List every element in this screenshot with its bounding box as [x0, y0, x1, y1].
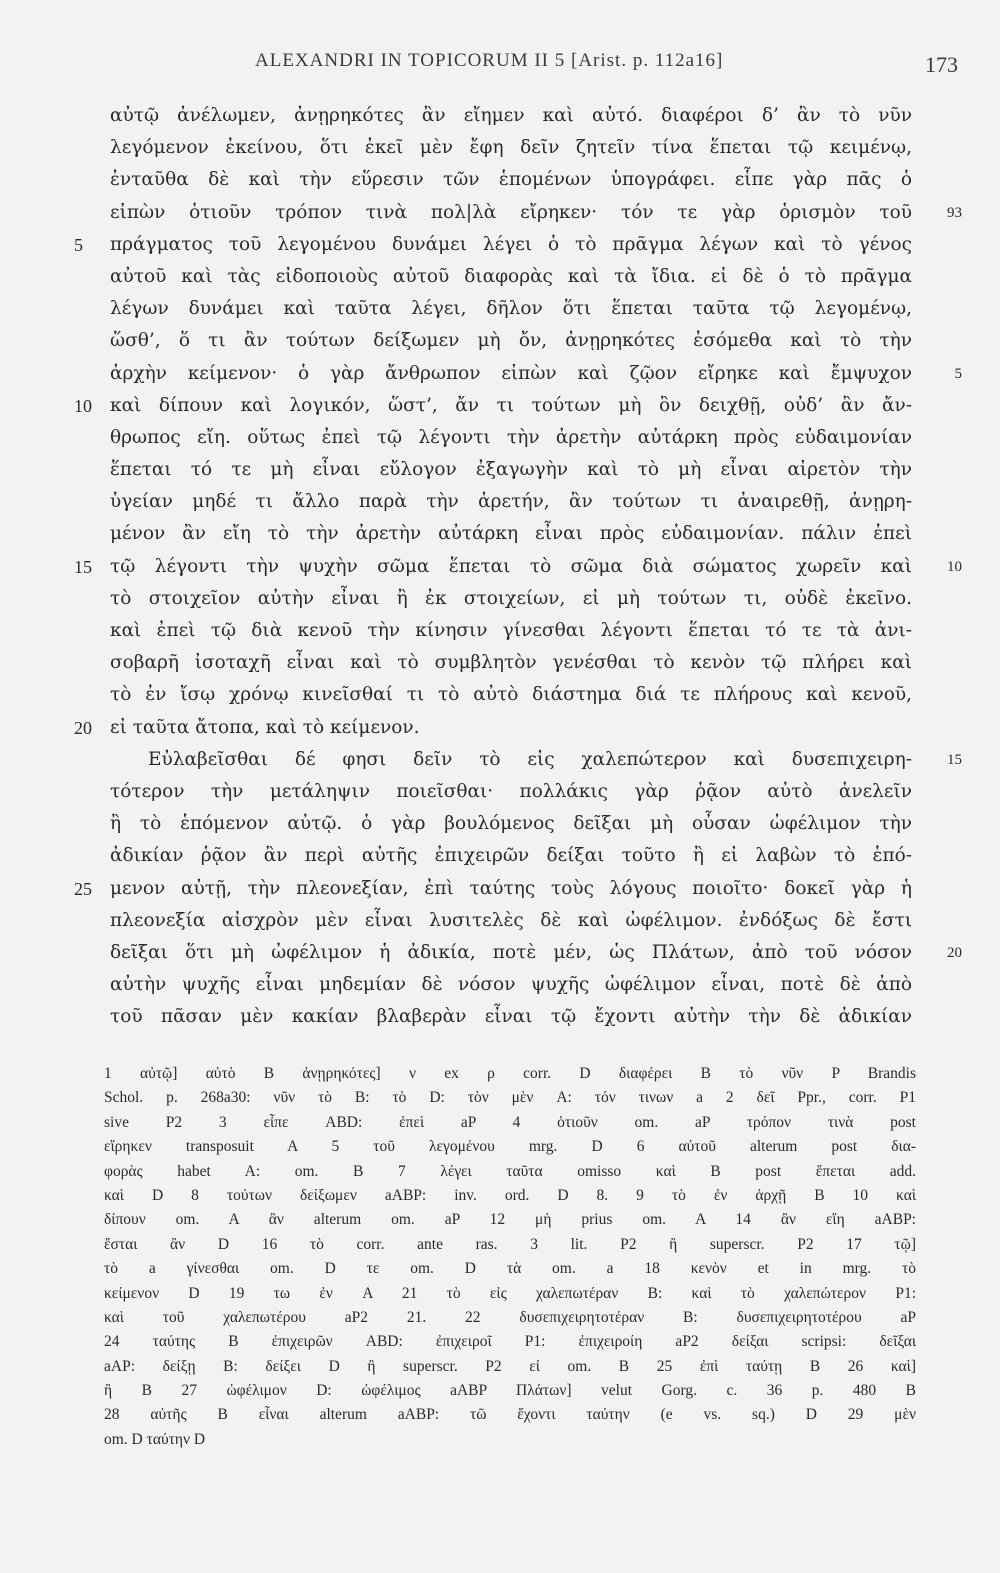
running-header: [0, 46, 1000, 86]
apparatus-text: ἢ B 27 ὠφέλιμον D: ὠφέλιμος aABP Πλάτων] velut Gorg. c. 36 p. 480 B: [104, 1382, 916, 1400]
apparatus-line: [0, 1282, 1000, 1306]
text-line: [0, 390, 1000, 422]
line-text: καὶ ἐπεὶ τῷ διὰ κενοῦ τὴν κίνησιν γίνεσθαι λέγοντι ἕπεται τό τε τὰ ἀνι-: [110, 620, 912, 641]
line-text: λεγόμενον ἐκείνου, ὅτι ἐκεῖ μὲν ἔφη δεῖν ζητεῖν τίνα ἕπεται τῷ κειμένῳ,: [110, 137, 912, 159]
line-text: τοῦ πᾶσαν μὲν κακίαν βλαβερὰν εἶναι τῷ ἔχοντι αὐτὴν τὴν δὲ ἀδικίαν: [110, 1006, 912, 1028]
apparatus-text: sive P2 3 εἶπε ABD: ἐπεὶ aP 4 ὁτιοῦν om. aP τρόπον τινὰ post: [104, 1113, 916, 1131]
apparatus-text: τὸ a γίνεσθαι om. D τε om. D τὰ om. a 18 κενὸν et in mrg. τὸ: [104, 1260, 916, 1278]
main-text: [0, 100, 1000, 1033]
page-number: 173: [925, 52, 958, 77]
text-line: [0, 744, 1000, 776]
apparatus-line: [0, 1208, 1000, 1232]
line-text: θρωπος εἴη. οὕτως ἐπεὶ τῷ λέγοντι τὴν ἀρετὴν αὐτάρκη πρὸς εὐδαιμονίαν: [110, 426, 912, 448]
marginal-reference: 20: [947, 944, 962, 961]
apparatus-text: 1 αὐτῷ] αὐτὸ B ἀνῃρηκότες] ν ex ρ corr. D διαφέρει B τὸ νῦν P Brandis: [104, 1065, 916, 1082]
line-number: 10: [74, 395, 92, 416]
marginal-reference: 5: [954, 365, 962, 382]
text-line: [0, 325, 1000, 357]
line-text: τῷ λέγοντι τὴν ψυχὴν σῶμα ἕπεται τὸ σῶμα διὰ σώματος χωρεῖν καὶ: [110, 555, 912, 577]
line-text: δεῖξαι ὅτι μὴ ὠφέλιμον ἡ ἀδικία, ποτὲ μέν, ὡς Πλάτων, ἀπὸ τοῦ νόσον: [110, 941, 912, 963]
apparatus-line: [0, 1257, 1000, 1281]
line-text: τότερον τὴν μετάληψιν ποιεῖσθαι· πολλάκις γὰρ ῥᾷον αὐτὸ ἀνελεῖν: [110, 780, 912, 802]
apparatus-text: 28 αὐτῆς B εἶναι alterum aABP: τῶ ἔχοντι ταύτην (e vs. sq.) D 29 μὲν: [104, 1406, 916, 1424]
text-line: [0, 808, 1000, 840]
text-line: [0, 486, 1000, 518]
apparatus-text: φορὰς habet A: om. B 7 λέγει ταῦτα omisso καὶ B post ἕπεται add.: [104, 1162, 916, 1180]
apparatus-text: Schol. p. 268a30: νῦν τὸ B: τὸ D: τὸν μὲν A: τόν τινων a 2 δεῖ Ppr., corr. P1: [104, 1089, 916, 1107]
running-title: ALEXANDRI IN TOPICORUM II 5 [Arist. p. 112a16]: [255, 50, 724, 71]
line-text: ἀδικίαν ῥᾷον ἂν περὶ αὐτῆς ἐπιχειρῶν δείξαι τοῦτο ἢ εἰ λαβὼν τὸ ἑπό-: [110, 845, 912, 867]
text-line: [0, 937, 1000, 969]
text-line: [0, 873, 1000, 905]
line-text: εἰπὼν ὁτιοῦν τρόπον τινὰ πολ|λὰ εἴρηκεν· τόν τε γὰρ ὁρισμὸν τοῦ: [110, 201, 912, 223]
text-line: [0, 551, 1000, 583]
apparatus-line: [0, 1306, 1000, 1330]
apparatus-line: [0, 1355, 1000, 1379]
line-number: 25: [74, 878, 92, 899]
apparatus-line: [0, 1233, 1000, 1257]
line-text: πλεονεξία αἰσχρὸν μὲν εἶναι λυσιτελὲς δὲ καὶ ὠφέλιμον. ἐνδόξως δὲ ἔστι: [110, 909, 912, 931]
line-text: πράγματος τοῦ λεγομένου δυνάμει λέγει ὁ τὸ πρᾶγμα λέγων καὶ τὸ γένος: [110, 233, 912, 255]
text-line: [0, 776, 1000, 808]
line-text: ἐνταῦθα δὲ καὶ τὴν εὕρεσιν τῶν ἑπομένων ὑπογράφει. εἶπε γὰρ πᾶς ὁ: [110, 169, 912, 191]
line-number: 5: [74, 234, 83, 255]
text-line: [0, 969, 1000, 1001]
text-line: [0, 229, 1000, 261]
line-number: 20: [74, 717, 92, 738]
apparatus-line: [0, 1160, 1000, 1184]
line-text: αὐτὴν ψυχῆς εἶναι μηδεμίαν δὲ νόσον ψυχῆς ὠφέλιμον εἶναι, ποτὲ δὲ ἀπὸ: [110, 974, 912, 996]
line-text: Εὐλαβεῖσθαι δέ φησι δεῖν τὸ εἰς χαλεπώτερον καὶ δυσεπιχειρη-: [148, 748, 912, 770]
apparatus-line: [0, 1330, 1000, 1354]
text-line: [0, 100, 1000, 132]
text-line: [0, 164, 1000, 196]
apparatus-text: aAP: δείξῃ B: δείξει D ἢ superscr. P2 εἰ om. B 25 ἐπὶ ταύτῃ B 26 καὶ]: [104, 1357, 916, 1375]
text-line: [0, 422, 1000, 454]
line-text: ἕπεται τό τε μὴ εἶναι εὔλογον ἐξαγωγὴν καὶ τὸ μὴ εἶναι αἱρετὸν τὴν: [110, 459, 912, 481]
apparatus-line: [0, 1184, 1000, 1208]
apparatus-text: ἔσται ἂν D 16 τὸ corr. ante ras. 3 lit. P2 ἢ superscr. P2 17 τῷ]: [104, 1235, 916, 1253]
text-line: [0, 1001, 1000, 1033]
text-line: [0, 583, 1000, 615]
line-text: ἢ τὸ ἑπόμενον αὐτῷ. ὁ γὰρ βουλόμενος δεῖξαι μὴ οὖσαν ὠφέλιμον τὴν: [110, 813, 912, 835]
line-number: 15: [74, 556, 92, 577]
line-text: ὥσθ’, ὅ τι ἂν τούτων δείξωμεν μὴ ὄν, ἀνῃρηκότες ἐσόμεθα καὶ τὸ τὴν: [110, 330, 912, 352]
text-line: [0, 132, 1000, 164]
marginal-reference: 15: [947, 751, 962, 768]
apparatus-text: om. D ταύτην D: [104, 1430, 206, 1448]
text-line: [0, 454, 1000, 486]
text-line: [0, 197, 1000, 229]
text-line: [0, 647, 1000, 679]
apparatus-text: 24 ταύτης B ἐπιχειρῶν ABD: ἐπιχειροῖ P1: ἐπιχειροίη aP2 δείξαι scripsi: δεῖξαι: [104, 1333, 916, 1351]
marginal-reference: 10: [947, 558, 962, 575]
apparatus-line: [0, 1111, 1000, 1135]
apparatus-text: κείμενον D 19 τω ἐν A 21 τὸ εἰς χαλεπωτέραν B: καὶ τὸ χαλεπώτερον P1:: [104, 1284, 916, 1302]
apparatus-line: [0, 1428, 1000, 1452]
text-line: [0, 261, 1000, 293]
line-text: μένον ἂν εἴη τὸ τὴν ἀρετὴν αὐτάρκη εἶναι πρὸς εὐδαιμονίαν. πάλιν ἐπεὶ: [110, 523, 912, 545]
apparatus-text: καὶ τοῦ χαλεπωτέρου aP2 21. 22 δυσεπιχειρητοτέραν B: δυσεπιχειρητοτέρου aP: [104, 1308, 916, 1326]
text-line: [0, 905, 1000, 937]
line-text: ὑγείαν μηδέ τι ἄλλο παρὰ τὴν ἀρετήν, ἂν τούτων τι ἀναιρεθῇ, ἀνῃρη-: [110, 491, 912, 513]
line-text: καὶ δίπουν καὶ λογικόν, ὥστ’, ἄν τι τούτων μὴ ὂν δειχθῇ, οὐδ’ ἂν ἄν-: [110, 394, 912, 416]
line-text: εἰ ταῦτα ἄτοπα, καὶ τὸ κείμενον.: [110, 716, 420, 738]
apparatus-text: καὶ D 8 τούτων δείξωμεν aABP: inv. ord. D 8. 9 τὸ ἐν ἀρχῇ B 10 καὶ: [104, 1186, 916, 1204]
line-text: σοβαρῆ ἰσοταχῆ εἶναι καὶ τὸ συμβλητὸν γενέσθαι τὸ κενὸν τῷ πλήρει καὶ: [110, 652, 912, 674]
apparatus-line: [0, 1135, 1000, 1159]
apparatus-text: εἴρηκεν transposuit A 5 τοῦ λεγομένου mrg. D 6 αὐτοῦ alterum post δια-: [104, 1138, 916, 1156]
text-line: [0, 615, 1000, 647]
apparatus-line: [0, 1403, 1000, 1427]
text-line: [0, 840, 1000, 872]
text-line: [0, 712, 1000, 744]
line-text: μενον αὐτῇ, τὴν πλεονεξίαν, ἐπὶ ταύτης τοὺς λόγους ποιοῖτο· δοκεῖ γὰρ ἡ: [110, 877, 912, 899]
apparatus-line: [0, 1379, 1000, 1403]
text-line: [0, 518, 1000, 550]
line-text: αὐτοῦ καὶ τὰς εἰδοποιοὺς αὐτοῦ διαφορὰς καὶ τὰ ἴδια. εἰ δὲ ὁ τὸ πρᾶγμα: [110, 265, 912, 287]
text-line: [0, 358, 1000, 390]
line-text: λέγων δυνάμει καὶ ταῦτα λέγει, δῆλον ὅτι ἕπεται ταῦτα τῷ λεγομένῳ,: [110, 298, 912, 320]
text-line: [0, 293, 1000, 325]
apparatus-line: [0, 1086, 1000, 1110]
line-text: ἀρχὴν κείμενον· ὁ γὰρ ἄνθρωπον εἰπὼν καὶ ζῷον εἴρηκε καὶ ἔμψυχον: [110, 362, 912, 384]
text-line: [0, 679, 1000, 711]
marginal-reference: 93: [947, 204, 962, 221]
apparatus-line: [0, 1062, 1000, 1086]
critical-apparatus: [0, 1062, 1000, 1452]
apparatus-text: δίπουν om. A ἂν alterum om. aP 12 μὴ prius om. A 14 ἂν εἴη aABP:: [104, 1211, 916, 1229]
line-text: τὸ ἐν ἴσῳ χρόνῳ κινεῖσθαί τι τὸ αὐτὸ διάστημα διά τε πλήρους καὶ κενοῦ,: [110, 684, 912, 706]
line-text: αὐτῷ ἀνέλωμεν, ἀνῃρηκότες ἂν εἴημεν καὶ αὐτό. διαφέροι δ’ ἂν τὸ νῦν: [110, 105, 912, 126]
line-text: τὸ στοιχεῖον αὐτὴν εἶναι ἢ ἐκ στοιχείων, εἰ μὴ τούτων τι, οὐδὲ ἐκεῖνο.: [110, 587, 912, 609]
